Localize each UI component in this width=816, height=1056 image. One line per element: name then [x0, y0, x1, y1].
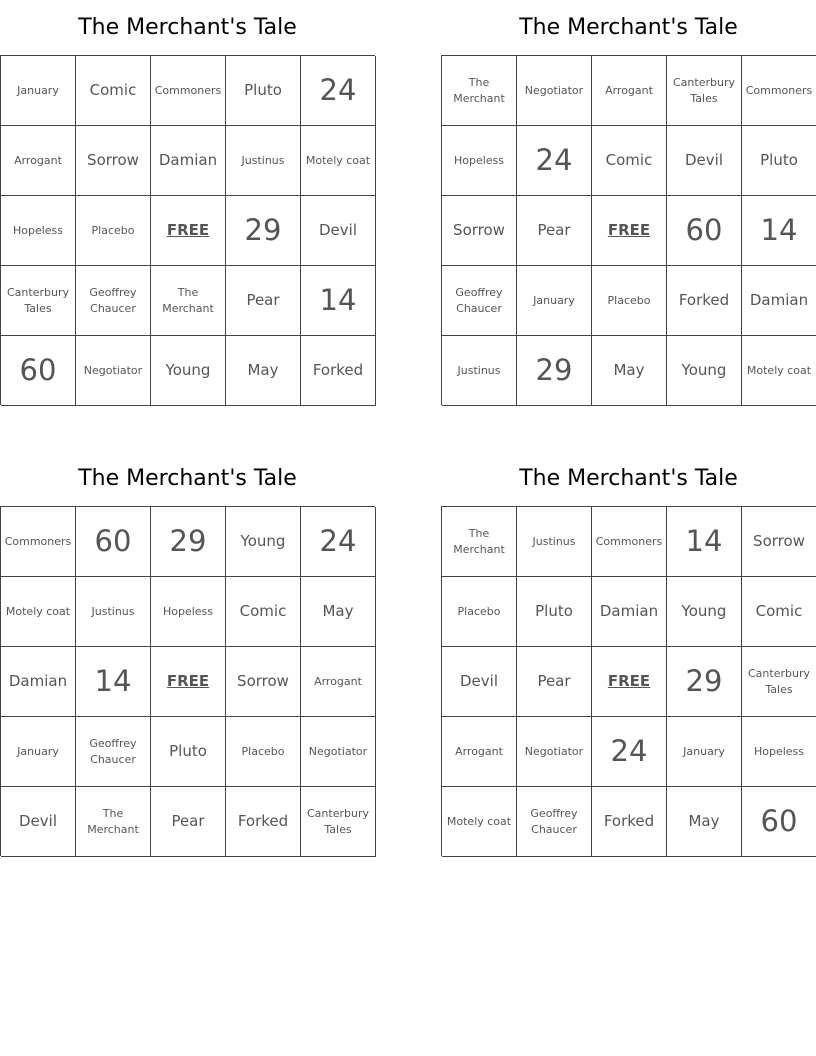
bingo-cell: May	[226, 336, 301, 406]
free-space: FREE	[151, 647, 226, 717]
bingo-cell: Damian	[1, 647, 76, 717]
bingo-cell: Placebo	[76, 196, 151, 266]
bingo-cell: Motely coat	[742, 336, 816, 406]
bingo-cell: Justinus	[226, 126, 301, 196]
bingo-cell: Geoffrey Chaucer	[76, 717, 151, 787]
bingo-cell: 29	[226, 196, 301, 266]
bingo-cell: January	[667, 717, 742, 787]
bingo-cell: January	[1, 717, 76, 787]
bingo-cell: Motely coat	[301, 126, 376, 196]
bingo-cell: Geoffrey Chaucer	[517, 787, 592, 857]
bingo-cell: Placebo	[592, 266, 667, 336]
bingo-grid	[441, 506, 816, 856]
bingo-cell: 60	[667, 196, 742, 266]
bingo-cell: Geoffrey Chaucer	[76, 266, 151, 336]
bingo-cell: 14	[667, 507, 742, 577]
bingo-cell: Justinus	[517, 507, 592, 577]
bingo-cell: Sorrow	[76, 126, 151, 196]
bingo-cell: Negotiator	[76, 336, 151, 406]
bingo-cell: Pear	[517, 647, 592, 717]
bingo-cell: 29	[151, 507, 226, 577]
bingo-cell: Pear	[517, 196, 592, 266]
bingo-cell: May	[667, 787, 742, 857]
bingo-cell: Canterbury Tales	[742, 647, 816, 717]
bingo-cell: Pluto	[226, 56, 301, 126]
bingo-card-3	[0, 451, 375, 856]
bingo-cell: The Merchant	[442, 56, 517, 126]
bingo-cell: Damian	[592, 577, 667, 647]
bingo-cell: Commoners	[742, 56, 816, 126]
bingo-cell: Pear	[226, 266, 301, 336]
card-title: The Merchant's Tale	[519, 466, 738, 491]
bingo-cell: Forked	[301, 336, 376, 406]
bingo-cell: Hopeless	[1, 196, 76, 266]
card-title: The Merchant's Tale	[519, 15, 738, 40]
bingo-cell: January	[1, 56, 76, 126]
bingo-cell: Arrogant	[442, 717, 517, 787]
bingo-cell: Forked	[226, 787, 301, 857]
bingo-card-2	[441, 0, 816, 405]
bingo-cell: 60	[742, 787, 816, 857]
bingo-cell: 29	[517, 336, 592, 406]
bingo-cell: Young	[667, 336, 742, 406]
bingo-cell: 24	[301, 56, 376, 126]
bingo-cell: The Merchant	[151, 266, 226, 336]
bingo-cell: Placebo	[442, 577, 517, 647]
bingo-cell: Sorrow	[742, 507, 816, 577]
bingo-cell: Negotiator	[517, 56, 592, 126]
bingo-cell: Pear	[151, 787, 226, 857]
bingo-cell: Arrogant	[301, 647, 376, 717]
bingo-cell: Canterbury Tales	[301, 787, 376, 857]
bingo-cell: 14	[76, 647, 151, 717]
bingo-cell: May	[592, 336, 667, 406]
bingo-cell: Hopeless	[742, 717, 816, 787]
bingo-cell: Arrogant	[1, 126, 76, 196]
bingo-cell: Commoners	[592, 507, 667, 577]
bingo-cell: Forked	[667, 266, 742, 336]
bingo-grid	[0, 506, 375, 856]
free-space: FREE	[151, 196, 226, 266]
bingo-cell: Devil	[1, 787, 76, 857]
bingo-cell: Arrogant	[592, 56, 667, 126]
bingo-cell: Hopeless	[151, 577, 226, 647]
bingo-cell: 24	[301, 507, 376, 577]
bingo-cell: Canterbury Tales	[667, 56, 742, 126]
card-title: The Merchant's Tale	[78, 466, 297, 491]
bingo-cell: Justinus	[442, 336, 517, 406]
free-space: FREE	[592, 196, 667, 266]
bingo-card-4	[441, 451, 816, 856]
bingo-cell: January	[517, 266, 592, 336]
bingo-cell: Negotiator	[517, 717, 592, 787]
bingo-cell: Young	[226, 507, 301, 577]
bingo-card-1	[0, 0, 375, 405]
bingo-cell: 60	[76, 507, 151, 577]
bingo-cell: 24	[592, 717, 667, 787]
bingo-grid	[441, 55, 816, 405]
bingo-cell: Comic	[76, 56, 151, 126]
bingo-cell: 24	[517, 126, 592, 196]
bingo-cell: 14	[742, 196, 816, 266]
bingo-cell: Motely coat	[442, 787, 517, 857]
bingo-cell: Devil	[442, 647, 517, 717]
bingo-cell: Devil	[301, 196, 376, 266]
bingo-cell: Devil	[667, 126, 742, 196]
bingo-cell: The Merchant	[442, 507, 517, 577]
bingo-cell: Damian	[742, 266, 816, 336]
free-space: FREE	[592, 647, 667, 717]
card-title: The Merchant's Tale	[78, 15, 297, 40]
bingo-cell: 29	[667, 647, 742, 717]
bingo-cell: Canterbury Tales	[1, 266, 76, 336]
bingo-cell: 14	[301, 266, 376, 336]
bingo-cell: Negotiator	[301, 717, 376, 787]
bingo-cell: Forked	[592, 787, 667, 857]
bingo-cell: Young	[667, 577, 742, 647]
bingo-cell: Comic	[592, 126, 667, 196]
bingo-cell: The Merchant	[76, 787, 151, 857]
bingo-cell: Pluto	[517, 577, 592, 647]
bingo-cell: Comic	[226, 577, 301, 647]
bingo-cell: Commoners	[1, 507, 76, 577]
bingo-cell: Motely coat	[1, 577, 76, 647]
bingo-cell: Placebo	[226, 717, 301, 787]
bingo-cell: Damian	[151, 126, 226, 196]
bingo-cell: Hopeless	[442, 126, 517, 196]
bingo-cell: Justinus	[76, 577, 151, 647]
bingo-cell: Sorrow	[442, 196, 517, 266]
bingo-grid	[0, 55, 375, 405]
bingo-cell: Geoffrey Chaucer	[442, 266, 517, 336]
bingo-cell: 60	[1, 336, 76, 406]
bingo-cell: Comic	[742, 577, 816, 647]
bingo-cell: Commoners	[151, 56, 226, 126]
bingo-cell: May	[301, 577, 376, 647]
bingo-cell: Pluto	[742, 126, 816, 196]
bingo-cell: Sorrow	[226, 647, 301, 717]
bingo-cell: Young	[151, 336, 226, 406]
bingo-cell: Pluto	[151, 717, 226, 787]
